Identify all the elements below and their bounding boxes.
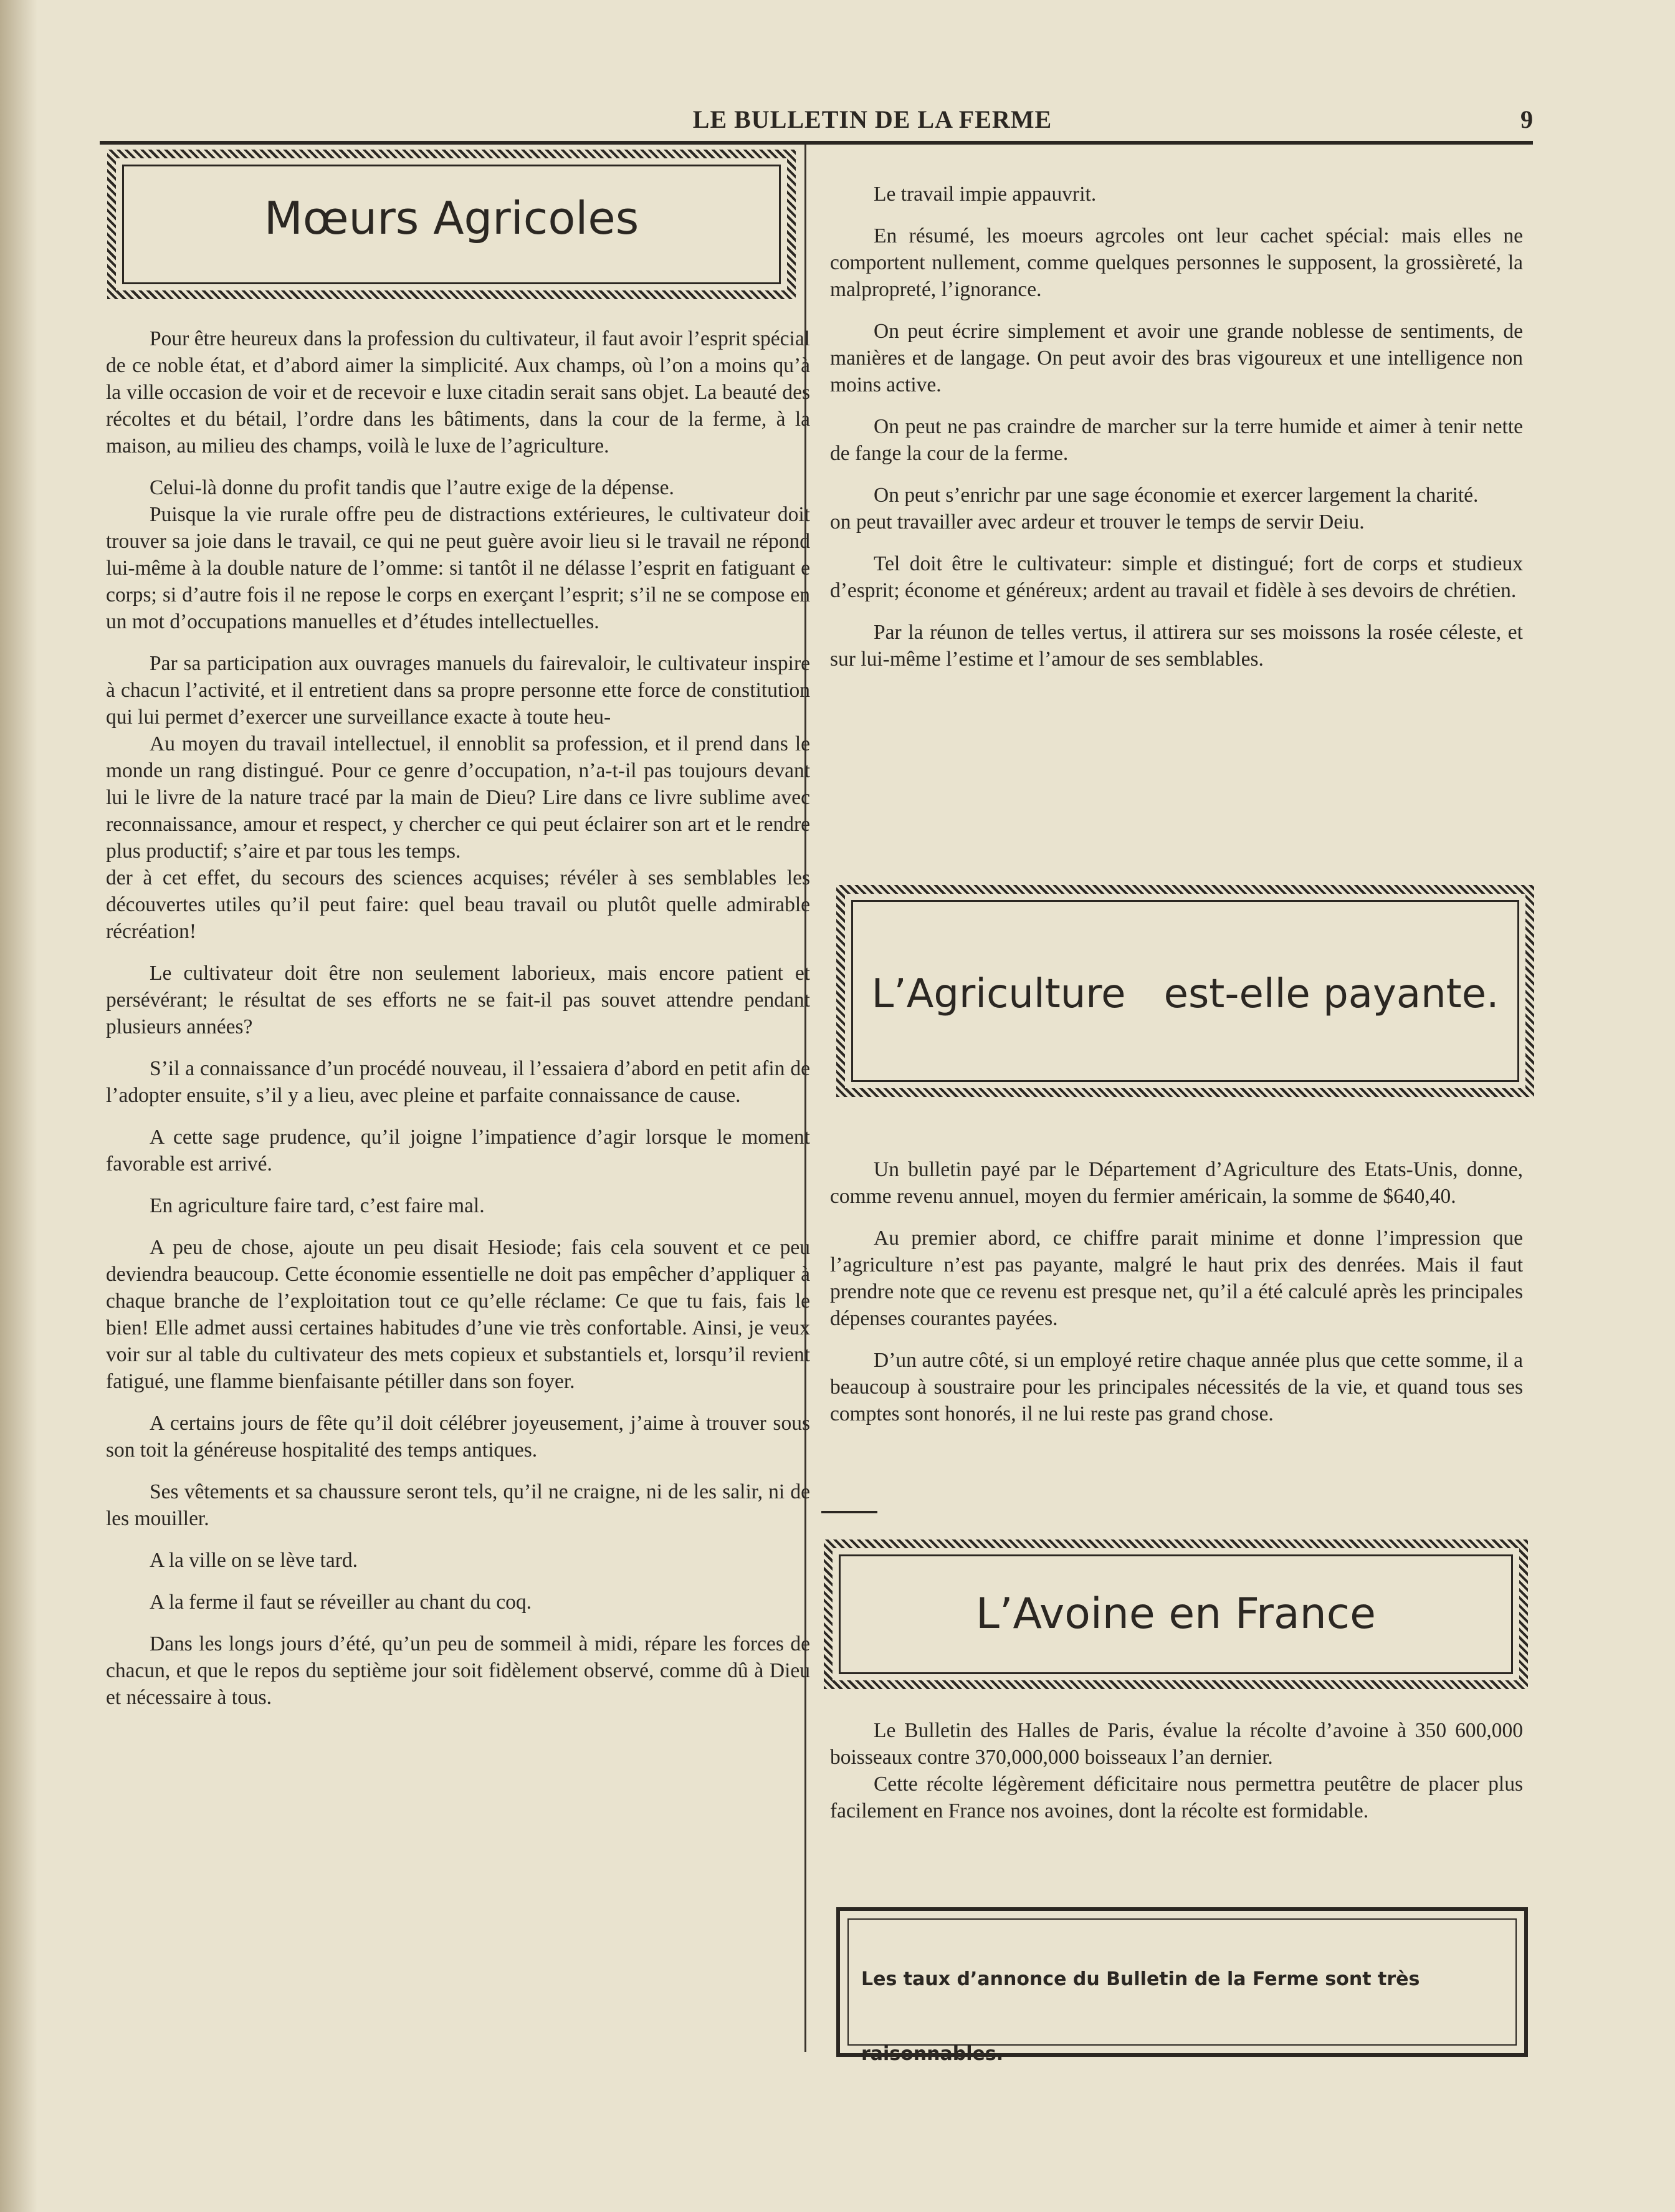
paragraph: A peu de chose, ajoute un peu disait Hesiode; fais cela souvent et ce peu deviendra beaucoup. Cette économie essentielle ne doit pas empêcher d’appliquer à chaque branche de l’exploitation tout ce qu’elle réclame: Ce que tu fais, fais le bien! Elle admet aussi certaines habitudes d’une vie très confortable. Ainsi, je veux voir sur al table du cultivateur des mets copieux et substantiels et, lorsqu’il revient fatigué, une flamme bienfaisante pétiller dans son foyer.: [106, 1236, 810, 1393]
paragraph: En agriculture faire tard, c’est faire mal.: [150, 1194, 485, 1217]
advertisement-text: Les taux d’annonce du Bulletin de la Ferme sont très raisonnables.: [861, 1968, 1420, 2065]
page-header: [100, 105, 1533, 142]
article1-continued: [830, 181, 1523, 687]
article2-body: [830, 1156, 1523, 1442]
paragraph: Par la réunon de telles vertus, il attirera sur ses moissons la rosée céleste, et sur lui-même l’estime et l’amour de ses semblables.: [830, 621, 1523, 671]
paragraph: S’il a connaissance d’un procédé nouveau, il l’essaiera d’abord en petit afin de l’adopter ensuite, s’il y a lieu, avec pleine et parfaite connaissance de cause.: [106, 1057, 810, 1107]
paragraph: En résumé, les moeurs agrcoles ont leur cachet spécial: mais elles ne comportent nullement, comme quelques personnes le supposent, la grossièreté, la malpropreté, l’ignorance.: [830, 224, 1523, 301]
paragraph: On peut écrire simplement et avoir une grande noblesse de sentiments, de manières et de langage. On peut avoir des bras vigoureux et une intelligence non moins active.: [830, 320, 1523, 396]
article3-title: L’Avoine en France: [976, 1589, 1376, 1639]
paragraph: Par sa participation aux ouvrages manuels du fairevaloir, le cultivateur inspire à chacun l’activité, et il entretient dans sa propre personne ette force de constitution qui lui permet d’exercer une surveillance exacte à toute heu-: [106, 652, 810, 729]
header-rule: [100, 141, 1533, 145]
article3-body: [830, 1717, 1523, 1839]
paragraph: Dans les longs jours d’été, qu’un peu de sommeil à midi, répare les forces de chacun, et que le repos du septième jour soit fidèlement observé, comme dû à Dieu et nécessaire à tous.: [106, 1632, 810, 1709]
page-edge-shadow: [0, 0, 37, 2212]
paragraph: A la ferme il faut se réveiller au chant du coq.: [150, 1591, 532, 1614]
paragraph: A cette sage prudence, qu’il joigne l’impatience d’agir lorsque le moment favorable est arrivé.: [106, 1126, 810, 1175]
article1-title: Mœurs Agricoles: [264, 192, 639, 244]
paragraph: Au moyen du travail intellectuel, il ennoblit sa profession, et il prend dans le monde un rang distingué. Pour ce genre d’occupation, n’a-t-il pas toujours devant lui le livre de la nature tracé par la main de Dieu? Lire dans ce livre sublime avec reconnaissance, amour et respect, y chercher ce qui peut éclairer son art et le rendre plus productif; s’aire et par tous les temps.: [106, 732, 810, 863]
paragraph: Cette récolte légèrement déficitaire nous permettra peutêtre de placer plus facilement en France nos avoines, dont la récolte est formidable.: [830, 1773, 1523, 1822]
paragraph: der à cet effet, du secours des sciences acquises; révéler à ses semblables les découvertes utiles qu’il peut faire: quel beau travail ou plutôt quelle admirable récréation!: [106, 866, 810, 943]
advertisement-box: [836, 1907, 1528, 2065]
paragraph: Au premier abord, ce chiffre parait minime et donne l’impression que l’agriculture n’est pas payante, malgré le haut prix des denrées. Mais il faut prendre note que ce revenu est presque net, qu’il a été calculé après les principales dépenses courantes payées.: [830, 1227, 1523, 1330]
paragraph: on peut travailler avec ardeur et trouver le temps de servir Deiu.: [830, 510, 1365, 534]
paragraph: Un bulletin payé par le Département d’Agriculture des Etats-Unis, donne, comme revenu annuel, moyen du fermier américain, la somme de $640,40.: [830, 1158, 1523, 1208]
paragraph: On peut ne pas craindre de marcher sur la terre humide et aimer à tenir nette de fange la cour de la ferme.: [830, 415, 1523, 465]
separator-rule: [821, 1511, 877, 1513]
paragraph: Le Bulletin des Halles de Paris, évalue la récolte d’avoine à 350 600,000 boisseaux contre 370,000,000 boisseaux l’an dernier.: [830, 1719, 1523, 1769]
paragraph: Tel doit être le cultivateur: simple et distingué; fort de corps et studieux d’esprit; économe et généreux; ardent au travail et fidèle à ses devoirs de chrétien.: [830, 552, 1523, 602]
paragraph: Pour être heureux dans la profession du cultivateur, il faut avoir l’esprit spécial de ce noble état, et d’abord aimer la simplicité. Aux champs, où l’on a moins qu’à la ville occasion de voir et de recevoir e luxe citadin serait sans objet. La beauté des récoltes et du bétail, l’ordre dans les bâtiments, dans la cour de la ferme, à la maison, au milieu des champs, voilà le luxe de l’agriculture.: [106, 327, 810, 457]
article1-body: [106, 325, 810, 1726]
publication-title: LE BULLETIN DE LA FERME: [692, 105, 1052, 133]
paragraph: D’un autre côté, si un employé retire chaque année plus que cette somme, il a beaucoup à soustraire pour les principales nécessités de la vie, et quand tous ses comptes sont honorés, il ne lui reste pas grand chose.: [830, 1349, 1523, 1425]
paragraph: On peut s’enrichr par une sage économie et exercer largement la charité.: [874, 484, 1479, 507]
article2-title: L’Agriculture est-elle payante.: [871, 971, 1499, 1017]
paragraph: Puisque la vie rurale offre peu de distractions extérieures, le cultivateur doit trouver sa joie dans le travail, ce qui ne peut guère avoir lieu si le travail ne répond lui-même à la double nature de l’omme: si tantôt il ne délasse l’esprit en fatiguant e corps; si d’autre fois il ne repose le corps en exerçant l’esprit; s’il ne se compose en un mot d’occupations manuelles et d’études intellectuelles.: [106, 503, 810, 633]
paragraph: Le cultivateur doit être non seulement laborieux, mais encore patient et persévérant; le résultat de ses efforts ne se fait-il pas souvet attendre pendant plusieurs années?: [106, 962, 810, 1038]
paragraph: A certains jours de fête qu’il doit célébrer joyeusement, j’aime à trouver sous son toit la généreuse hospitalité des temps antiques.: [106, 1412, 810, 1462]
paragraph: A la ville on se lève tard.: [150, 1549, 358, 1572]
paragraph: Ses vêtements et sa chaussure seront tels, qu’il ne craigne, ni de les salir, ni de les mouiller.: [106, 1480, 810, 1530]
paragraph: Celui-là donne du profit tandis que l’autre exige de la dépense.: [150, 476, 674, 499]
paragraph: Le travail impie appauvrit.: [874, 183, 1097, 206]
page-number: 9: [1520, 105, 1533, 133]
